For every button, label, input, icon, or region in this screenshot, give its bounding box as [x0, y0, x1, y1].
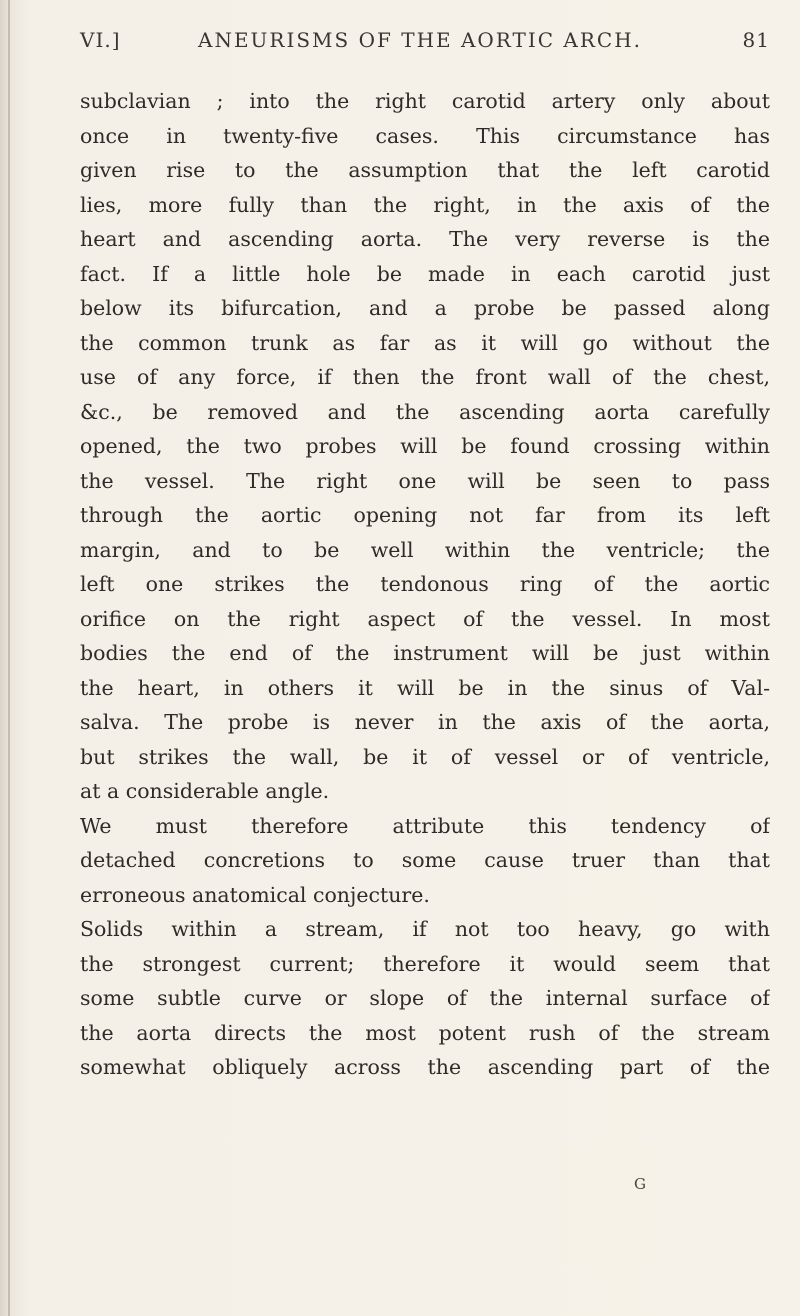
binding-edge	[8, 0, 10, 1316]
running-head	[80, 28, 770, 60]
text-line: bodies the end of the instrument will be just within	[80, 641, 770, 665]
text-line: salva. The probe is never in the axis of the aorta,	[80, 710, 770, 734]
text-line: some subtle curve or slope of the internal surface of	[80, 986, 770, 1010]
text-line: the common trunk as far as it will go without the	[80, 330, 770, 355]
text-line: fact. If a little hole be made in each carotid just	[80, 261, 770, 286]
text-line: below its bifurcation, and a probe be passed along	[80, 296, 770, 320]
text-line: subclavian ; into the right carotid artery only about	[80, 89, 770, 113]
text-line: heart and ascending aorta. The very reverse is the	[80, 227, 770, 251]
page-number: 81	[742, 28, 770, 52]
text-line: orifice on the right aspect of the vessel. In most	[80, 606, 770, 631]
text-line: but strikes the wall, be it of vessel or of ventricle,	[80, 744, 770, 769]
text-line-paragraph-start: We must therefore attribute this tendency of	[80, 813, 770, 838]
text-line: the heart, in others it will be in the sinus of Val-	[80, 675, 770, 700]
text-line: use of any force, if then the front wall of the chest,	[80, 365, 770, 389]
text-line: the strongest current; therefore it would seem that	[80, 951, 770, 976]
body-text	[80, 84, 770, 1085]
signature-mark: G	[634, 1175, 646, 1193]
text-line: the vessel. The right one will be seen to pass	[80, 468, 770, 493]
text-line: through the aortic opening not far from its left	[80, 503, 770, 527]
text-line-paragraph-start: Solids within a stream, if not too heavy, go with	[80, 917, 770, 941]
text-line-paragraph-end: at a considerable angle.	[80, 779, 330, 803]
text-line: &c., be removed and the ascending aorta carefully	[80, 399, 770, 424]
running-title: ANEURISMS OF THE AORTIC ARCH.	[198, 28, 643, 52]
text-line: opened, the two probes will be found crossing within	[80, 434, 770, 458]
text-line: margin, and to be well within the ventricle; the	[80, 537, 770, 562]
chapter-number: VI.]	[80, 28, 121, 52]
text-line: lies, more fully than the right, in the axis of the	[80, 192, 770, 217]
text-line: once in twenty-five cases. This circumstance has	[80, 123, 770, 148]
text-line: given rise to the assumption that the left carotid	[80, 158, 770, 182]
text-line: somewhat obliquely across the ascending part of the	[80, 1055, 770, 1079]
text-line: the aorta directs the most potent rush of the stream	[80, 1020, 770, 1045]
text-line-paragraph-end: erroneous anatomical conjecture.	[80, 882, 430, 907]
text-line: detached concretions to some cause truer than that	[80, 848, 770, 872]
text-line: left one strikes the tendonous ring of the aortic	[80, 572, 770, 596]
